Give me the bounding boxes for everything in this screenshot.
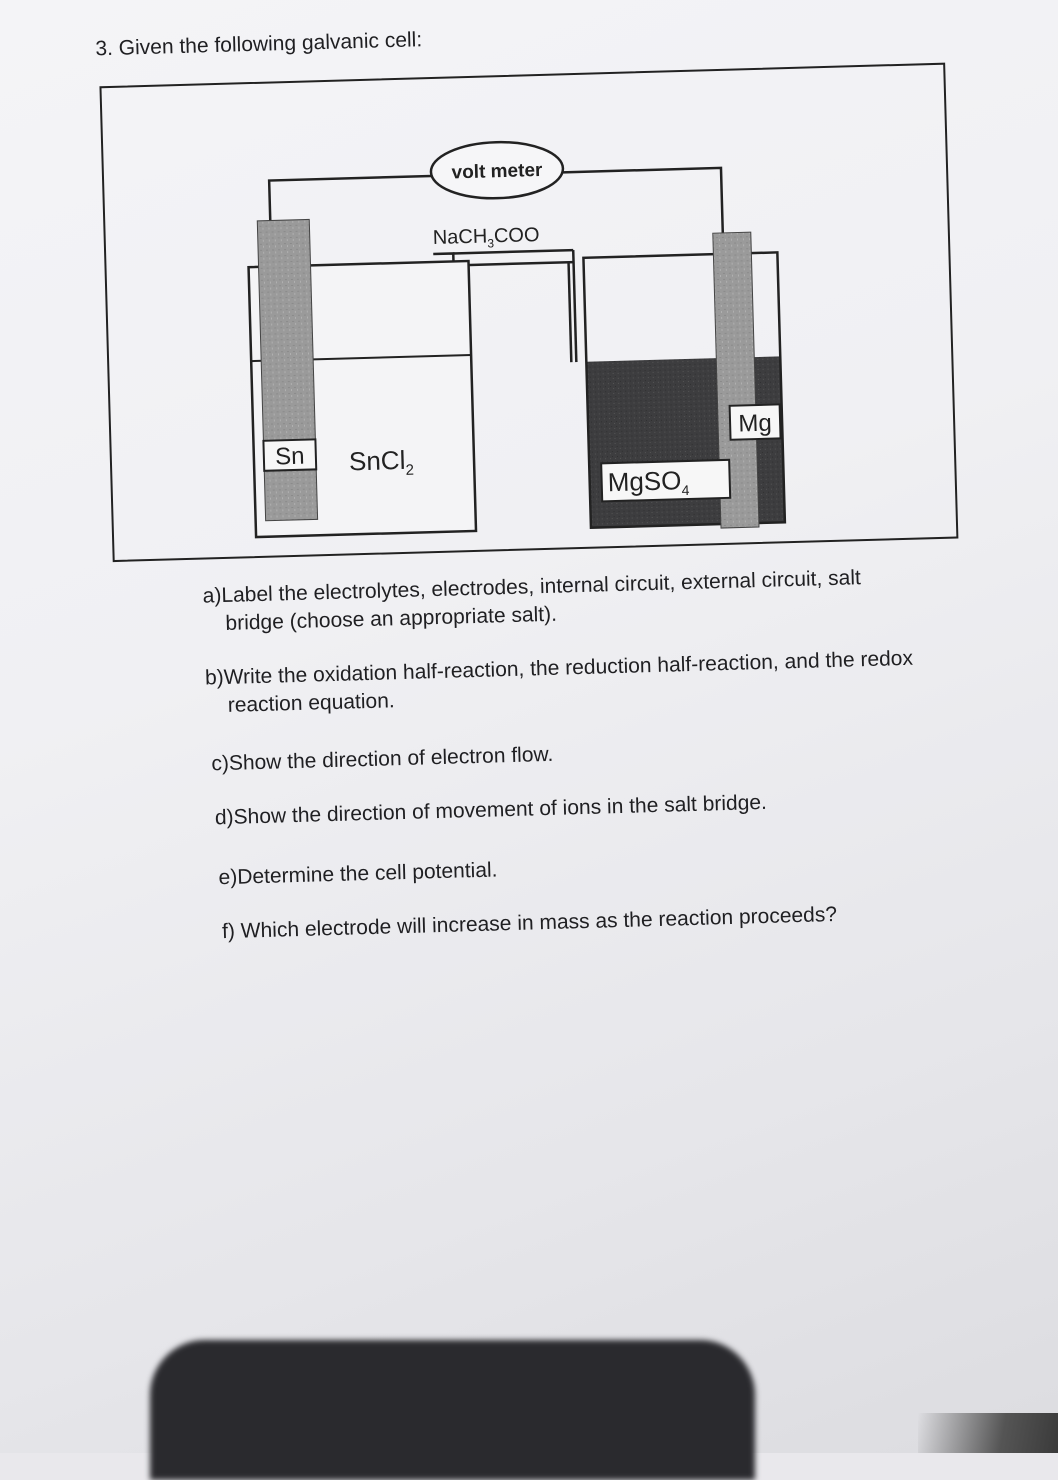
sncl2-label: SnCl$_2$ xyxy=(348,444,415,479)
question-heading: 3. Given the following galvanic cell: xyxy=(95,28,423,61)
mgso4-label-box xyxy=(601,460,730,502)
voltmeter-label: volt meter xyxy=(451,159,543,184)
sn-label: Sn xyxy=(274,442,305,471)
question-d: d)Show the direction of movement of ions in the salt bridge. xyxy=(214,790,768,830)
photo-shadow xyxy=(150,1340,755,1480)
diagram-frame xyxy=(100,64,957,561)
sn-electrode xyxy=(257,219,317,520)
question-c: c)Show the direction of electron flow. xyxy=(211,742,554,776)
galvanic-cell-diagram xyxy=(98,62,961,566)
external-wire xyxy=(269,176,432,221)
voltmeter xyxy=(430,140,564,200)
question-f: f) Which electrode will increase in mass as the reaction proceeds? xyxy=(221,902,838,944)
salt-bridge-label: NaCH$_3$COO xyxy=(432,224,540,251)
question-e: e)Determine the cell potential. xyxy=(218,858,498,890)
question-a: a)Label the electrolytes, electrodes, internal circuit, external circuit, salt bridge (choose an appropriate salt). xyxy=(202,566,862,635)
mg-label: Mg xyxy=(738,409,773,438)
question-b: b)Write the oxidation half-reaction, the reduction half-reaction, and the redox reaction equation. xyxy=(204,646,914,717)
mgso4-label: MgSO$_4$ xyxy=(607,465,690,499)
corner-shadow xyxy=(918,1413,1058,1453)
